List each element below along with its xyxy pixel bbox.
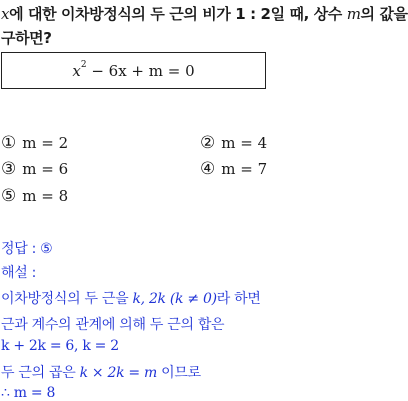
question-line-2: 구하면? [1,29,52,47]
explanation-line-4 [1,362,201,382]
question-text: 에 대한 이차방정식의 두 근의 비가 1 : 2일 때, 상수 [9,5,347,23]
choice-1-number: ① [1,133,17,153]
explanation-text: 이차방정식의 두 근을 [1,291,133,307]
equation [72,59,195,80]
choice-1[interactable] [1,133,68,153]
choice-4-text: m = 7 [221,160,268,178]
choice-3-text: m = 6 [22,160,69,178]
choice-5-number: ⑤ [1,186,17,206]
choice-5-text: m = 8 [22,187,69,205]
choice-4[interactable] [200,159,267,179]
explanation-text-end: 라 하면 [216,291,261,307]
variable-x: x [1,5,10,23]
explanation-line-1 [1,288,261,308]
explanation-math: k × 2k = m [79,365,157,381]
explanation-condition: (k ≠ 0) [165,291,217,307]
choice-3[interactable] [1,159,68,179]
choice-1-text: m = 2 [22,134,69,152]
explanation-text: 두 근의 곱은 [1,365,80,381]
explanation-text-end: 이므로 [157,365,201,381]
explanation-label: 해설 : [1,265,37,281]
explanation-line-2: 근과 계수의 관계에 의해 두 근의 합은 [1,317,225,333]
explanation-math: k, 2k [132,291,166,307]
equation-box [1,52,266,89]
question-text-end: 의 값을 [360,5,408,23]
explanation-conclusion: ∴ m = 8 [1,385,56,401]
choice-4-number: ④ [200,159,216,179]
choice-3-number: ③ [1,159,17,179]
equation-rest: − 6x + m = 0 [86,61,195,80]
question-line-1 [1,3,408,24]
choice-2-text: m = 4 [221,134,268,152]
explanation-line-3: k + 2k = 6, k = 2 [1,338,119,354]
variable-m: m [346,5,361,23]
answer-line: 정답 : ⑤ [1,241,53,257]
choice-2[interactable] [200,133,267,153]
equation-x: x [72,61,81,80]
choice-5[interactable] [1,186,68,206]
choice-2-number: ② [200,133,216,153]
equation-exponent: 2 [80,59,87,70]
